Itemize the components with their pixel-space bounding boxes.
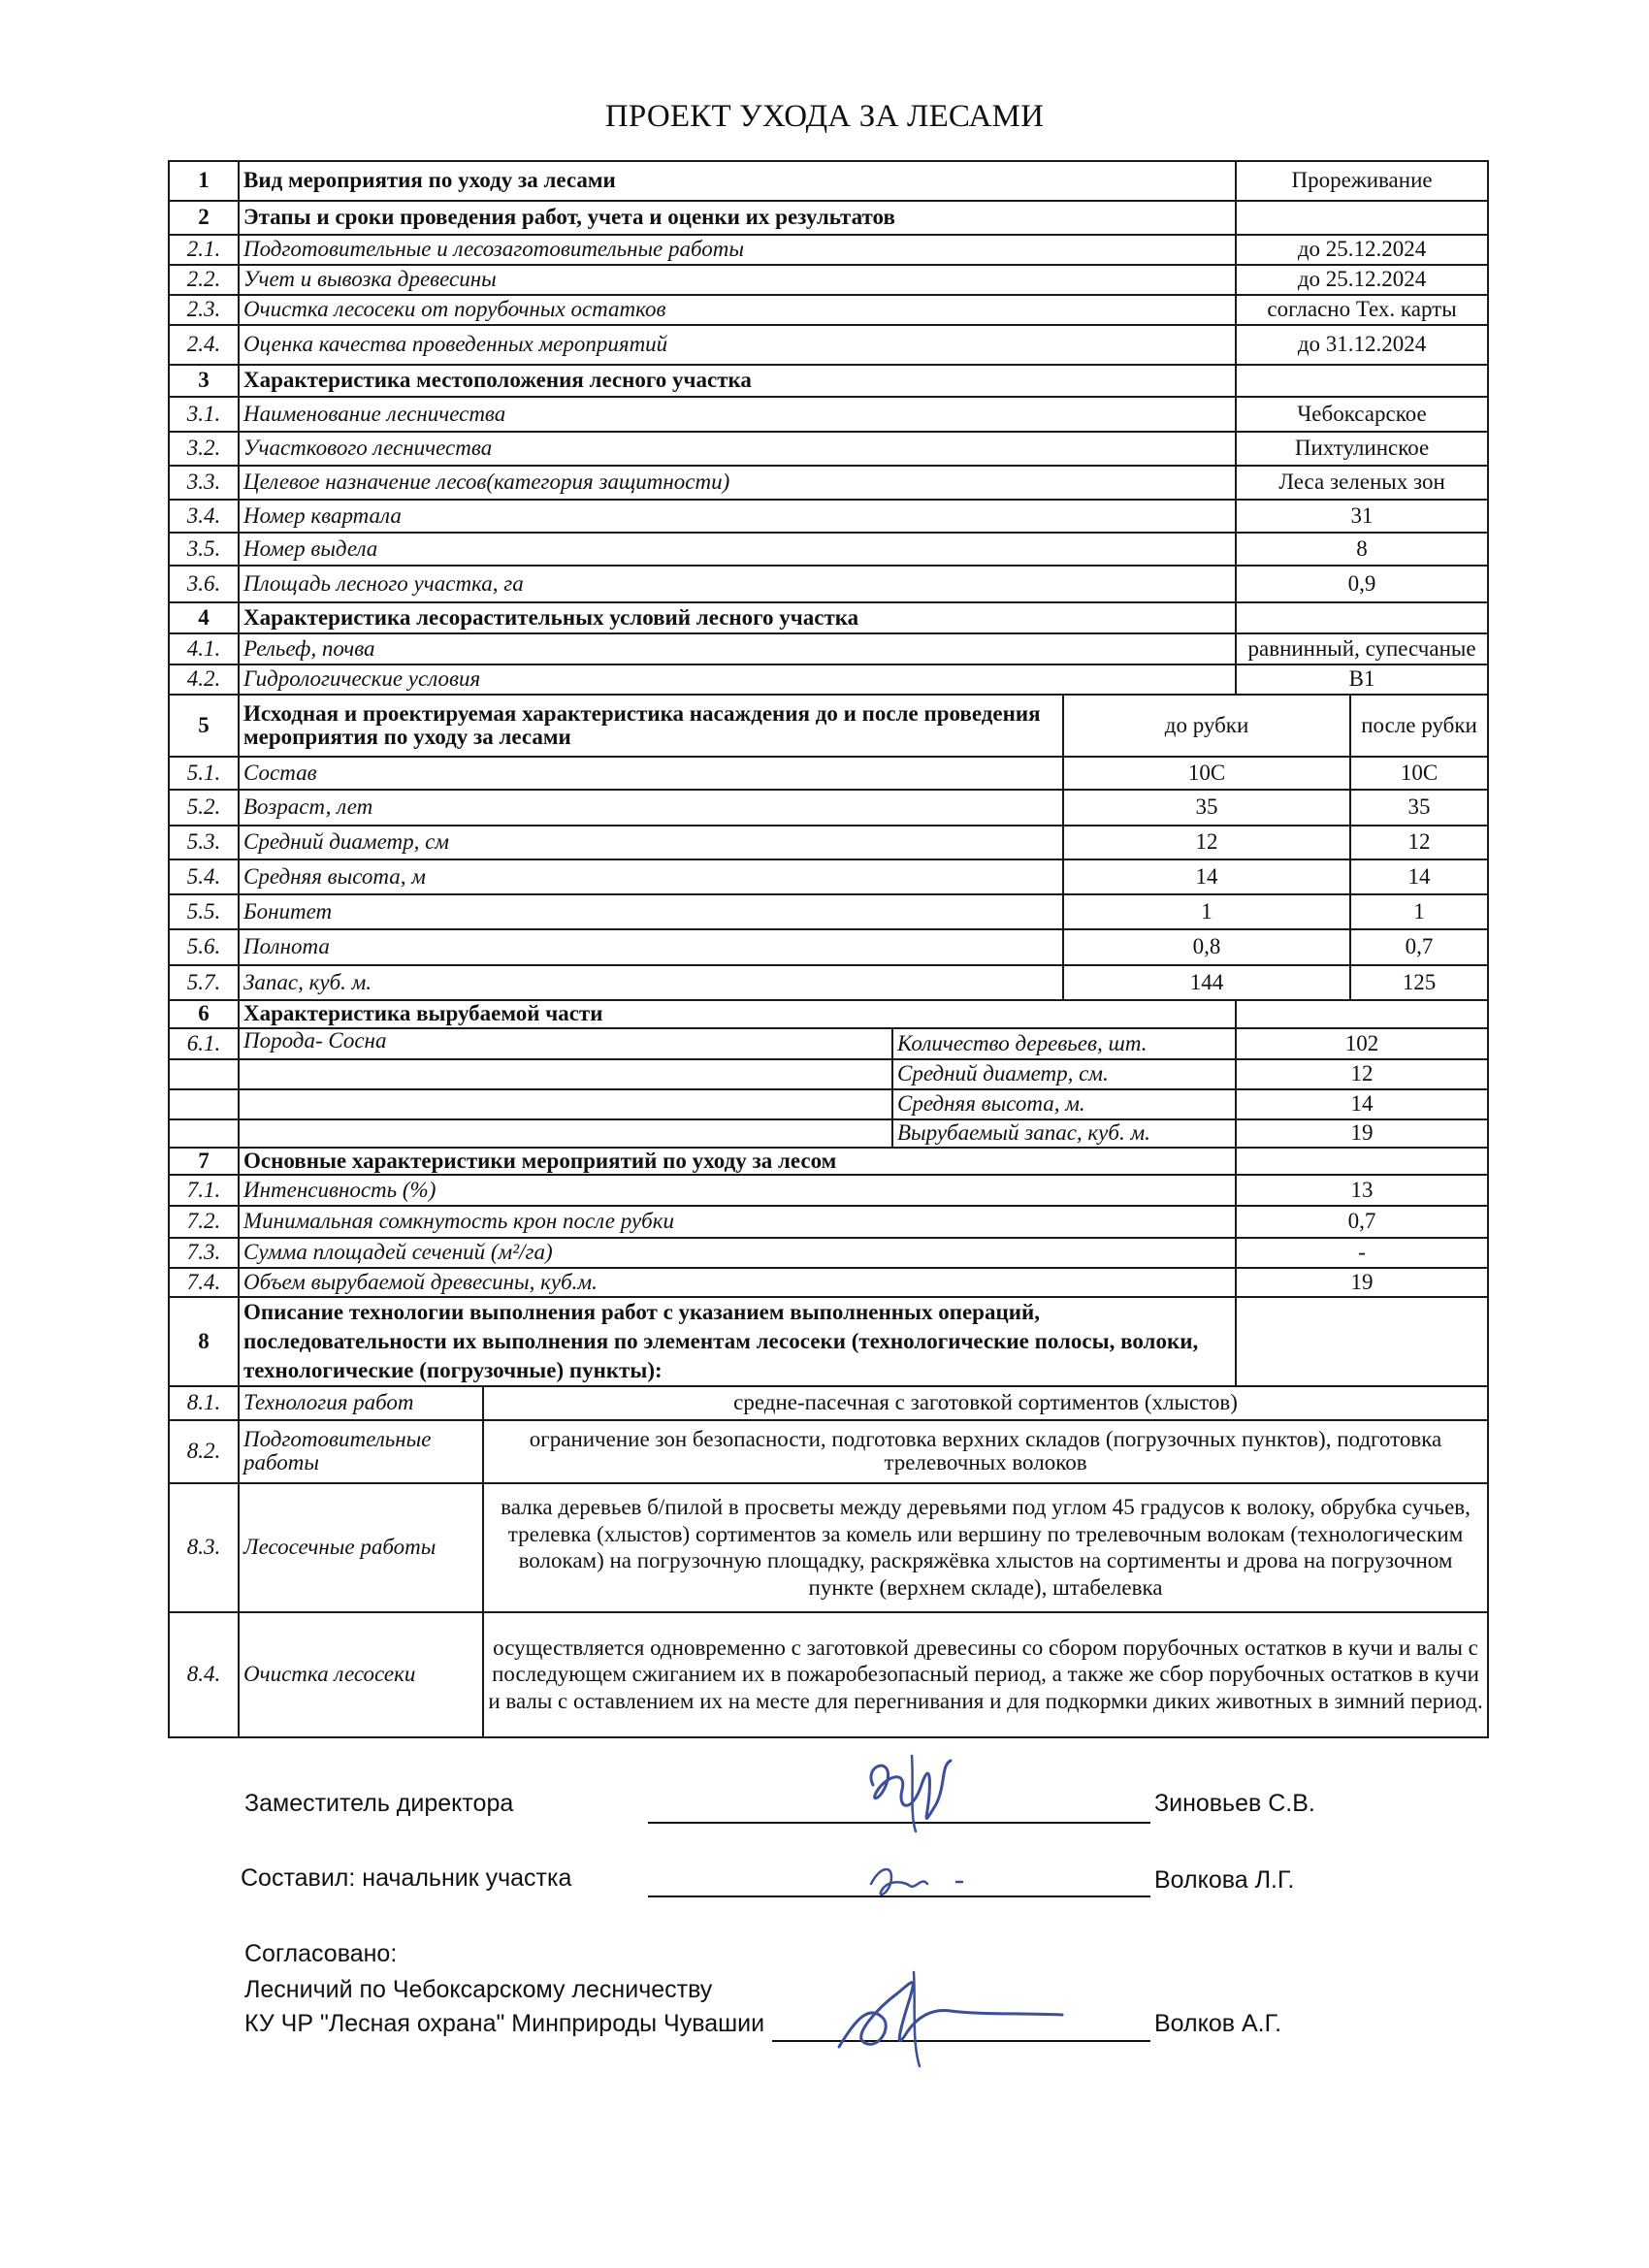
before-value: 0,8 [1063, 929, 1350, 965]
row-number: 5.4. [169, 859, 239, 894]
row-label: Средний диаметр, см. [892, 1059, 1236, 1089]
row-number: 3.6. [169, 566, 239, 602]
row-value: согласно Тех. карты [1236, 295, 1488, 325]
table-row [169, 432, 1488, 466]
table-row [169, 757, 1488, 790]
row-label: Полнота [239, 929, 1063, 965]
row-value: 13 [1236, 1175, 1488, 1206]
row-number: 7.3. [169, 1238, 239, 1268]
row-number: 8.4. [169, 1612, 239, 1737]
table-row [169, 1119, 1488, 1148]
row-value [1236, 1000, 1488, 1028]
row-number: 2.3. [169, 295, 239, 325]
row-value: 12 [1236, 1059, 1488, 1089]
row-value: 19 [1236, 1268, 1488, 1297]
table-row [169, 965, 1488, 1000]
row-label: Средний диаметр, см [239, 826, 1063, 859]
row-value: Прореживание [1236, 161, 1488, 201]
section-number: 8 [169, 1297, 239, 1386]
row-number: 5.2. [169, 790, 239, 826]
row-value: до 25.12.2024 [1236, 265, 1488, 295]
row-label: Объем вырубаемой древесины, куб.м. [239, 1268, 1236, 1297]
section-number: 4 [169, 602, 239, 633]
row-number: 5.7. [169, 965, 239, 1000]
row-value: 0,9 [1236, 566, 1488, 602]
approved-label: Согласовано: [244, 1940, 398, 1967]
row-value [1236, 1297, 1488, 1386]
row-label: Номер выдела [239, 533, 1236, 566]
page-title: ПРОЕКТ УХОДА ЗА ЛЕСАМИ [604, 99, 1045, 134]
row-label: Бонитет [239, 894, 1063, 929]
row-value: валка деревьев б/пилой в просветы между деревьями под углом 45 градусов к волоку, обрубка сучьев, трелевка (хлыстов) сортиментов за комель или вершину по трелевочным волокам (технологическим волокам) на погрузочную площадку, раскряжёвка хлыстов на сортименты и дрова на погрузочном пункте (верхнем складе), штабелевка [483, 1483, 1488, 1612]
deputy-role: Заместитель директора [244, 1790, 514, 1817]
row-number: 6.1. [169, 1028, 239, 1059]
section-label: Этапы и сроки проведения работ, учета и оценки их результатов [239, 201, 1236, 235]
row-number: 8.2. [169, 1420, 239, 1483]
row-value: Леса зеленых зон [1236, 466, 1488, 500]
table-row [169, 1175, 1488, 1206]
section-number: 5 [169, 695, 239, 757]
row-label: Количество деревьев, шт. [892, 1028, 1236, 1059]
table-row [169, 566, 1488, 602]
table-row [169, 1386, 1488, 1420]
table-row [169, 325, 1488, 365]
table-row [169, 235, 1488, 265]
section-label: Основные характеристики мероприятий по уходу за лесом [239, 1148, 1236, 1175]
row-number: 1 [169, 161, 239, 201]
row-label: Целевое назначение лесов(категория защитности) [239, 466, 1236, 500]
before-value: 144 [1063, 965, 1350, 1000]
row-label: Вырубаемый запас, куб. м. [892, 1119, 1236, 1148]
after-value: 1 [1350, 894, 1488, 929]
table-row [169, 1000, 1488, 1028]
after-value: 0,7 [1350, 929, 1488, 965]
row-number: 7.4. [169, 1268, 239, 1297]
row-number: 2.2. [169, 265, 239, 295]
forester-organization: КУ ЧР "Лесная охрана" Минприроды Чувашии [244, 2010, 765, 2037]
row-value: ограничение зон безопасности, подготовка верхних складов (погрузочных пунктов), подготовка трелевочных волоков [483, 1420, 1488, 1483]
row-value: осуществляется одновременно с заготовкой древесины со сбором порубочных остатков в кучи и валы с последующем сжиганием их в пожаробезопасный период, а также же сбор порубочных остатков в кучи и валы с оставлением их на месте для перегнивания и для подкормки диких животных в зимний период. [483, 1612, 1488, 1737]
section-number: 3 [169, 365, 239, 397]
row-value: 14 [1236, 1089, 1488, 1119]
table-row [169, 265, 1488, 295]
row-label: Технология работ [239, 1386, 483, 1420]
after-value: 35 [1350, 790, 1488, 826]
species-label [239, 1089, 892, 1119]
after-header: после рубки [1350, 695, 1488, 757]
forester-name: Волков А.Г. [1154, 2010, 1282, 2037]
row-label: Наименование лесничества [239, 397, 1236, 432]
row-label: Состав [239, 757, 1063, 790]
row-number: 2.1. [169, 235, 239, 265]
row-number: 3.3. [169, 466, 239, 500]
row-number: 8.1. [169, 1386, 239, 1420]
table-row [169, 1059, 1488, 1089]
row-number: 5.1. [169, 757, 239, 790]
compiler-role: Составил: начальник участка [241, 1864, 572, 1892]
row-number: 4.2. [169, 664, 239, 695]
row-value: - [1236, 1238, 1488, 1268]
row-value: Пихтулинское [1236, 432, 1488, 466]
before-value: 1 [1063, 894, 1350, 929]
row-number: 7.2. [169, 1206, 239, 1238]
row-number: 3.1. [169, 397, 239, 432]
row-number: 5.3. [169, 826, 239, 859]
row-number [169, 1119, 239, 1148]
table-row [169, 894, 1488, 929]
section-label: Исходная и проектируемая характеристика насаждения до и после проведения мероприятия по уходу за лесами [239, 695, 1063, 757]
before-value: 12 [1063, 826, 1350, 859]
section-label: Описание технологии выполнения работ с указанием выполненных операций, последовательности их выполнения по элементам лесосеки (технологические полосы, волоки, технологические (погрузочные) пункты): [239, 1297, 1236, 1386]
row-value: равнинный, супесчаные [1236, 633, 1488, 664]
row-value: В1 [1236, 664, 1488, 695]
row-number [169, 1059, 239, 1089]
forest-care-table [168, 160, 1489, 1738]
after-value: 125 [1350, 965, 1488, 1000]
before-value: 10С [1063, 757, 1350, 790]
table-row [169, 929, 1488, 965]
row-label: Гидрологические условия [239, 664, 1236, 695]
row-label: Номер квартала [239, 500, 1236, 533]
deputy-name: Зиновьев С.В. [1154, 1790, 1315, 1817]
section-label: Характеристика лесорастительных условий лесного участка [239, 602, 1236, 633]
table-row [169, 1206, 1488, 1238]
table-row [169, 1148, 1488, 1175]
row-number: 2.4. [169, 325, 239, 365]
row-value: 19 [1236, 1119, 1488, 1148]
table-row [169, 397, 1488, 432]
before-value: 14 [1063, 859, 1350, 894]
row-label: Средняя высота, м [239, 859, 1063, 894]
table-row [169, 365, 1488, 397]
table-row [169, 1028, 1488, 1059]
after-value: 12 [1350, 826, 1488, 859]
row-label: Очистка лесосеки [239, 1612, 483, 1737]
compiler-name: Волкова Л.Г. [1154, 1866, 1295, 1894]
before-header: до рубки [1063, 695, 1350, 757]
row-value [1236, 365, 1488, 397]
section-number: 2 [169, 201, 239, 235]
row-value: 102 [1236, 1028, 1488, 1059]
table-row [169, 790, 1488, 826]
forester-signature [824, 1964, 1077, 2071]
row-label: Сумма площадей сечений (м²/га) [239, 1238, 1236, 1268]
row-value: 0,7 [1236, 1206, 1488, 1238]
forester-position: Лесничий по Чебоксарскому лесничеству [244, 1976, 713, 2003]
table-row [169, 602, 1488, 633]
row-number: 5.6. [169, 929, 239, 965]
row-number: 7.1. [169, 1175, 239, 1206]
row-label: Учет и вывозка древесины [239, 265, 1236, 295]
row-value: Чебоксарское [1236, 397, 1488, 432]
row-label: Вид мероприятия по уходу за лесами [239, 161, 1236, 201]
table-row [169, 1089, 1488, 1119]
table-row [169, 295, 1488, 325]
row-number [169, 1089, 239, 1119]
row-number: 3.5. [169, 533, 239, 566]
row-value: 31 [1236, 500, 1488, 533]
table-row [169, 466, 1488, 500]
table-row [169, 633, 1488, 664]
row-number: 4.1. [169, 633, 239, 664]
species-label: Порода- Сосна [239, 1028, 892, 1059]
table-row [169, 695, 1488, 757]
after-value: 14 [1350, 859, 1488, 894]
row-label: Подготовительные работы [239, 1420, 483, 1483]
row-label: Подготовительные и лесозаготовительные работы [239, 235, 1236, 265]
row-number: 3.4. [169, 500, 239, 533]
table-row [169, 1612, 1488, 1737]
row-label: Очистка лесосеки от порубочных остатков [239, 295, 1236, 325]
row-value: средне-пасечная с заготовкой сортиментов (хлыстов) [483, 1386, 1488, 1420]
row-value: до 25.12.2024 [1236, 235, 1488, 265]
row-number: 5.5. [169, 894, 239, 929]
row-number: 3.2. [169, 432, 239, 466]
row-label: Участкового лесничества [239, 432, 1236, 466]
row-number: 8.3. [169, 1483, 239, 1612]
row-value: до 31.12.2024 [1236, 325, 1488, 365]
section-number: 6 [169, 1000, 239, 1028]
row-value [1236, 201, 1488, 235]
table-row [169, 533, 1488, 566]
row-label: Запас, куб. м. [239, 965, 1063, 1000]
row-label: Площадь лесного участка, га [239, 566, 1236, 602]
table-row [169, 161, 1488, 201]
row-label: Интенсивность (%) [239, 1175, 1236, 1206]
row-label: Минимальная сомкнутость крон после рубки [239, 1206, 1236, 1238]
deputy-signature [854, 1746, 960, 1833]
row-value: 8 [1236, 533, 1488, 566]
species-label [239, 1059, 892, 1089]
table-row [169, 664, 1488, 695]
row-value [1236, 602, 1488, 633]
table-row [169, 1483, 1488, 1612]
table-row [169, 1297, 1488, 1386]
table-row [169, 859, 1488, 894]
section-label: Характеристика вырубаемой части [239, 1000, 1236, 1028]
table-row [169, 500, 1488, 533]
table-row [169, 1238, 1488, 1268]
row-label: Рельеф, почва [239, 633, 1236, 664]
table-row [169, 1268, 1488, 1297]
row-label: Оценка качества проведенных мероприятий [239, 325, 1236, 365]
species-label [239, 1119, 892, 1148]
table-row [169, 201, 1488, 235]
row-value [1236, 1148, 1488, 1175]
compiler-signature [861, 1855, 978, 1903]
table-row [169, 1420, 1488, 1483]
table-row [169, 826, 1488, 859]
row-label: Лесосечные работы [239, 1483, 483, 1612]
before-value: 35 [1063, 790, 1350, 826]
row-label: Возраст, лет [239, 790, 1063, 826]
after-value: 10С [1350, 757, 1488, 790]
section-label: Характеристика местоположения лесного участка [239, 365, 1236, 397]
section-number: 7 [169, 1148, 239, 1175]
row-label: Средняя высота, м. [892, 1089, 1236, 1119]
